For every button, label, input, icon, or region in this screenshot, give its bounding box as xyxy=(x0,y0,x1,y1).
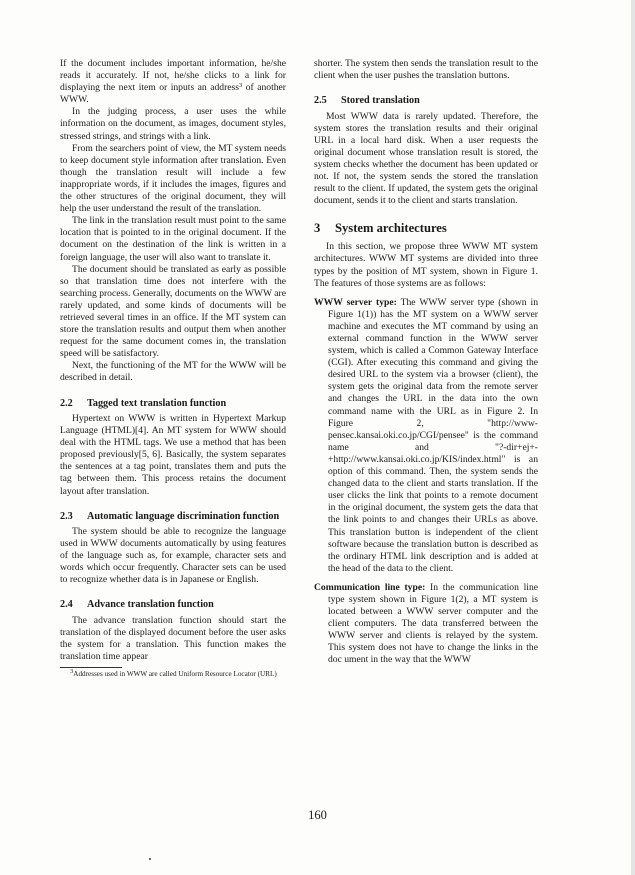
footnote-mark: 3 xyxy=(70,668,74,676)
paragraph: The advance translation function should start the translation of the displayed document before the user asks the system for a translation. This function makes the translation time appear xyxy=(60,614,286,663)
section-heading-3 xyxy=(314,221,538,236)
paragraph: In the judging process, a user uses the while information on the document, as images, document styles, stressed strings, and strings with a link. xyxy=(60,106,286,142)
section-heading-2-3 xyxy=(60,511,286,523)
right-column xyxy=(314,58,538,667)
definition-text: In the communication line type system shown in Figure 1(2), a MT system is located between a WWW server computer and the client computers. The data transferred between the WWW server and clients is relayed by the system. This system does not have to change the links in the doc ument in the way that the WWW xyxy=(328,581,538,666)
section-heading-2-2 xyxy=(60,398,286,410)
text: of another WWW. xyxy=(60,82,286,106)
scan-speck xyxy=(149,858,151,860)
definition-www-server-type xyxy=(314,297,538,575)
section-number: 2.2 xyxy=(60,397,73,409)
section-title: Tagged text translation function xyxy=(87,397,227,409)
paragraph: The link in the translation result must point to the same location that is pointed to in the original document. If the document on the destination of the link is written in a foreign language, the user will also want to translate it. xyxy=(60,215,286,263)
footnote xyxy=(60,670,286,679)
paragraph: The document should be translated as early as possible so that translation time does not interfere with the searching process. Generally, documents on the WWW are rarely updated, and some kinds of documents will be retrieved several times in an office. If the MT system can store the translation results and output them when another request for the same document comes in, the translation speed will be satisfactory. xyxy=(60,263,286,360)
left-column xyxy=(60,58,286,679)
paragraph: Next, the functioning of the MT for the WWW will be described in detail. xyxy=(60,360,286,384)
paragraph: In this section, we propose three WWW MT system architectures. WWW MT systems are divided into three types by the position of MT system, shown in Figure 1. The features of those systems are as follows: xyxy=(314,241,538,289)
section-title: Advance translation function xyxy=(87,599,214,611)
paragraph: Most WWW data is rarely updated. Therefore, the system stores the translation results and their original URL in a local hard disk. When a user requests the original document whose translation result is stored, the system checks whether the document has been updated or not. If not, the system sends the stored the translation result to the client. If updated, the system gets the original document, sends it to the client and starts translation. xyxy=(314,110,538,207)
definition-term: WWW server type: xyxy=(314,296,397,308)
section-number: 2.4 xyxy=(60,599,73,611)
footnote-mark: 3 xyxy=(239,82,243,90)
paragraph: Hypertext on WWW is written in Hypertext Markup Language (HTML)[4]. An MT system for WWW should deal with the HTML tags. We use a method that has been proposed previously[5, 6]. Basically, the system separates the sentences at a tag point, translates them and puts the tag between them. This process retains the document layout after translation. xyxy=(60,412,286,497)
section-number: 3 xyxy=(314,221,321,236)
definition-term: Communication line type: xyxy=(314,581,426,593)
section-number: 2.5 xyxy=(314,95,327,107)
paragraph: From the searchers point of view, the MT system needs to keep document style information after translation. Even though the translation result will include a few inappropriate words, if it includes the images, figures and the other structures of the original document, they will help the user understand the result of the translation. xyxy=(60,142,286,215)
section-title: System architectures xyxy=(335,221,447,236)
section-heading-2-4 xyxy=(60,599,286,611)
section-title: Stored translation xyxy=(341,95,420,107)
section-heading-2-5 xyxy=(314,95,538,107)
paragraph xyxy=(60,58,286,106)
definition-text: The WWW server type (shown in Figure 1(1)) has the MT system on a WWW server machine and executes the MT command by using an external command function in the WWW server system, which is called a Common Gateway Interface (CGI). After executing this command and giving the desired URL to the system via a browser (client), the system gets the original data from the remote server and changes the URL in the data into the own command name with the URL as in Figure 2. In Figure 2, "http://www-pensec.kansai.oki.co.jp/CGI/pensee" is the command name and "?-dir+ej+-+http://www.kansai.oki.co.jp/KIS/index.html" is an option of this command. Then, the system sends the changed data to the client and starts translation. If the user clicks the link that points to a remote document in the original document, the system gets the data that the link points to and changes their URLs as above. This translation button is independent of the client software because the translation button is described as the ordinary HTML link description and is added at the head of the data to the client. xyxy=(328,296,538,574)
text: If the document includes important information, he/she reads it accurately. If not, he/she clicks to a link for displaying the next item or inputs an address xyxy=(60,58,286,94)
section-number: 2.3 xyxy=(60,510,73,522)
paragraph: shorter. The system then sends the translation result to the client when the user pushes the translation buttons. xyxy=(314,58,538,82)
section-title: Automatic language discrimination function xyxy=(87,510,280,522)
page-number: 160 xyxy=(308,808,327,822)
scan-edge xyxy=(631,0,635,875)
footnote-text: Addresses used in WWW are called Uniform Resource Locator (URL) xyxy=(73,670,277,679)
definition-communication-line-type xyxy=(314,582,538,667)
paragraph: The system should be able to recognize the language used in WWW documents automatically by using features of the language such as, for example, character sets and words which occur frequently. Character sets can be used to recognize whether data is in Japanese or English. xyxy=(60,526,286,586)
